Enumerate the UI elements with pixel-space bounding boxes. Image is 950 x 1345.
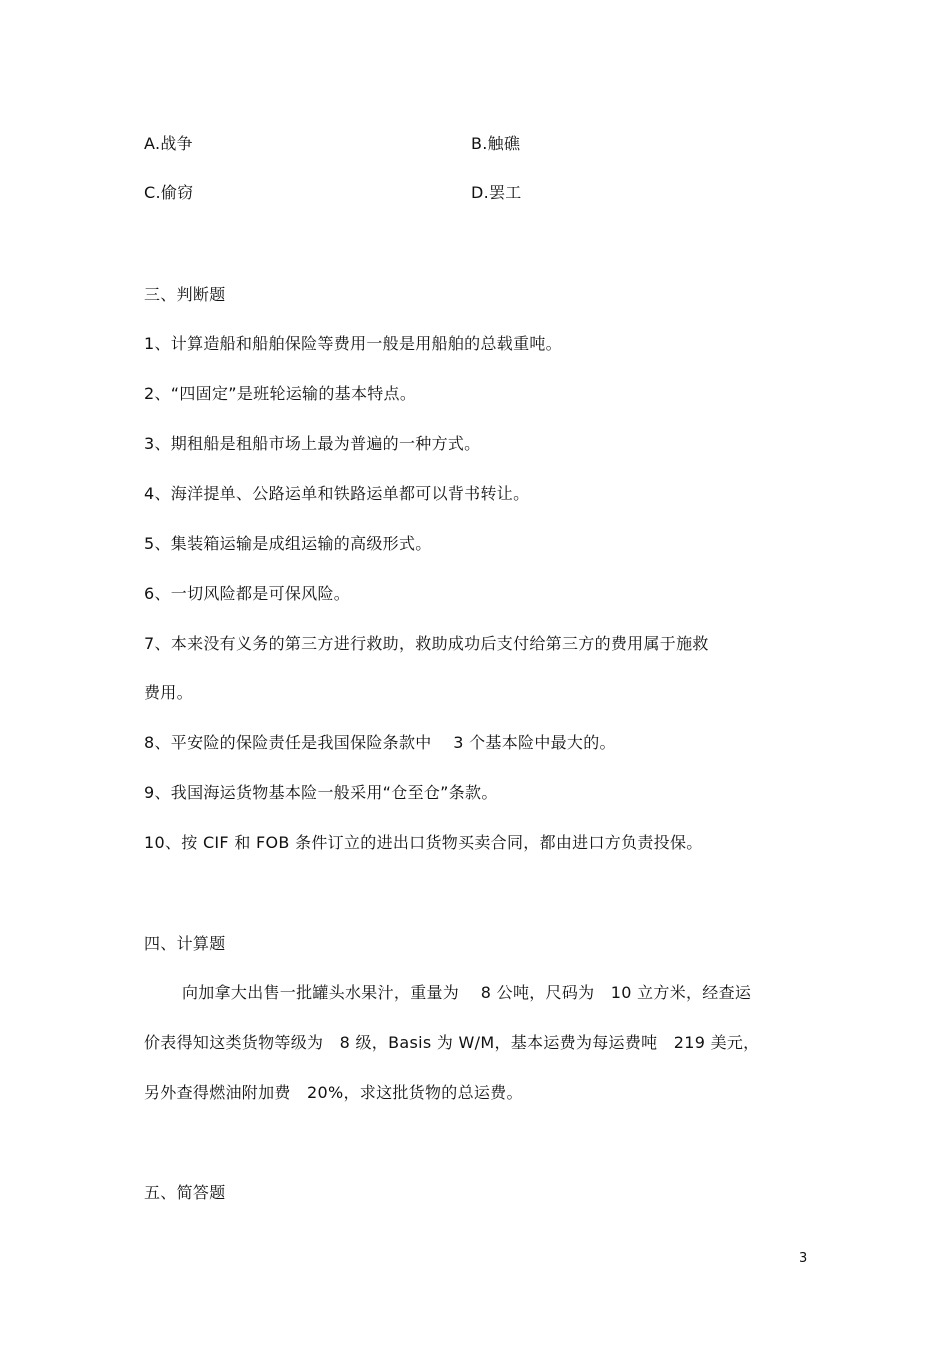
judgement-item-8: 8、平安险的保险责任是我国保险条款中 3 个基本险中最大的。 — [144, 733, 616, 752]
judgement-item-5: 5、集装箱运输是成组运输的高级形式。 — [144, 534, 432, 553]
option-d: D.罢工 — [471, 183, 522, 202]
option-a: A.战争 — [144, 134, 193, 153]
section-heading-short-answer: 五、简答题 — [144, 1183, 226, 1202]
judgement-item-7-continued: 费用。 — [144, 683, 193, 702]
calculation-text-line-1: 向加拿大出售一批罐头水果汁，重量为 8 公吨，尺码为 10 立方米，经查运 — [182, 983, 752, 1002]
judgement-item-6: 6、一切风险都是可保风险。 — [144, 584, 351, 603]
page-number: 3 — [799, 1251, 808, 1266]
judgement-item-10: 10、按 CIF 和 FOB 条件订立的进出口货物买卖合同，都由进口方负责投保。 — [144, 833, 703, 852]
judgement-item-7: 7、本来没有义务的第三方进行救助，救助成功后支付给第三方的费用属于施救 — [144, 634, 709, 653]
judgement-item-2: 2、“四固定”是班轮运输的基本特点。 — [144, 384, 417, 403]
section-heading-calculation: 四、计算题 — [144, 934, 226, 953]
judgement-item-4: 4、海洋提单、公路运单和铁路运单都可以背书转让。 — [144, 484, 530, 503]
judgement-item-1: 1、计算造船和船舶保险等费用一般是用船舶的总载重吨。 — [144, 334, 562, 353]
calculation-text-line-3: 另外查得燃油附加费 20%，求这批货物的总运费。 — [144, 1083, 523, 1102]
option-b: B.触礁 — [471, 134, 521, 153]
option-c: C.偷窃 — [144, 183, 194, 202]
calculation-text-line-2: 价表得知这类货物等级为 8 级，Basis 为 W/M，基本运费为每运费吨 219 美元， — [144, 1033, 760, 1052]
section-heading-judgement: 三、判断题 — [144, 285, 226, 304]
judgement-item-9: 9、我国海运货物基本险一般采用“仓至仓”条款。 — [144, 783, 498, 802]
judgement-item-3: 3、期租船是租船市场上最为普遍的一种方式。 — [144, 434, 481, 453]
